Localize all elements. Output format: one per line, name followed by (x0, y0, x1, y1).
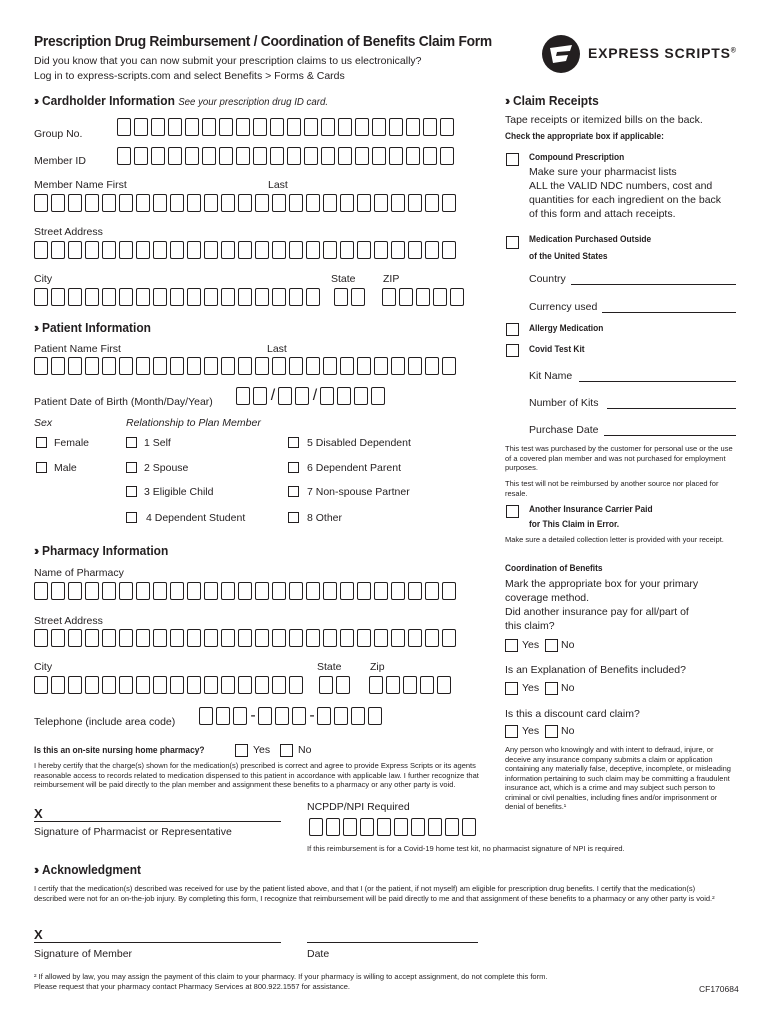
member-name-boxes[interactable] (34, 194, 459, 212)
covid-resale-note: This test will not be reimbursed by another source nor placed for resale. (505, 479, 719, 498)
pharmacist-sign-x: X (34, 806, 43, 821)
nursing-question: Is this an on-site nursing home pharmacy? (34, 745, 205, 756)
compound-line-2: ALL the VALID NDC numbers, cost and (529, 180, 713, 192)
num-kits-label: Number of Kits (529, 397, 599, 409)
nursing-yes-label: Yes (253, 744, 271, 756)
patient-first-label: Patient Name First (34, 343, 121, 355)
rel-partner-label: 7 Non-spouse Partner (307, 486, 410, 498)
cob-instruction-2: coverage method. (505, 592, 590, 604)
outside-us-label-2: of the United States (529, 251, 608, 262)
cob-q1-yes-label: Yes (522, 639, 540, 651)
patient-name-boxes[interactable] (34, 357, 459, 375)
allergy-label: Allergy Medication (529, 323, 604, 334)
cob-heading: Coordination of Benefits (505, 563, 603, 574)
allergy-checkbox[interactable] (506, 323, 519, 336)
collection-letter-note: Make sure a detailed collection letter is provided with your receipt. (505, 535, 724, 544)
assignment-footnote: ² If allowed by law, you may assign the payment of this claim to your pharmacy. If your pharmacy is willing to accept assignment, do not complete this form. (34, 972, 548, 981)
electronic-note: Did you know that you can now submit your prescription claims to us electronically? (34, 55, 422, 67)
pharmacist-signature-label: Signature of Pharmacist or Representative (34, 826, 232, 838)
patient-last-label: Last (267, 343, 287, 355)
express-scripts-logo (541, 34, 581, 77)
pharmacy-heading: ›› Pharmacy Information (34, 543, 169, 558)
pharmacy-city-boxes[interactable] (34, 676, 306, 694)
cob-q1-no-checkbox[interactable] (545, 639, 558, 652)
pharmacy-street-boxes[interactable] (34, 629, 459, 647)
purchase-date-label: Purchase Date (529, 424, 599, 436)
cob-q3-yes-checkbox[interactable] (505, 725, 518, 738)
pharmacist-signature-line[interactable] (34, 821, 281, 822)
female-label: Female (54, 437, 90, 449)
zip-boxes[interactable] (382, 288, 467, 306)
cob-q1-yes-checkbox[interactable] (505, 639, 518, 652)
rel-disabled-label: 5 Disabled Dependent (307, 437, 411, 449)
member-date-label: Date (307, 948, 330, 960)
rel-other-label: 8 Other (307, 512, 343, 524)
member-id-label: Member ID (34, 155, 86, 167)
member-name-last-label: Last (268, 179, 288, 191)
rel-self-label: 1 Self (144, 437, 171, 449)
member-date-line[interactable] (307, 942, 478, 943)
brand-name: EXPRESS SCRIPTS® (588, 45, 737, 61)
fraud-warning: Any person who knowingly and with intent to defraud, injure, or deceive any insurance company submits a claim or application containing any materially false, deceptive, incomplete, or misleading information pertaining to such claim may be committing a fraudulent insurance act, which is a crime and may subject such person to criminal or civil penalties, including fines and/or imprisonment or denial of benefits.¹ (505, 745, 731, 811)
pharmacy-state-label: State (317, 661, 342, 673)
compound-line-1: Make sure your pharmacist lists (529, 166, 677, 178)
member-id-boxes[interactable] (117, 147, 457, 165)
outside-us-label-1: Medication Purchased Outside (529, 234, 652, 245)
member-name-first-label: Member Name First (34, 179, 127, 191)
nursing-yes-checkbox[interactable] (235, 744, 248, 757)
kit-name-line[interactable] (579, 381, 736, 382)
relationship-label: Relationship to Plan Member (126, 417, 261, 429)
country-line[interactable] (571, 284, 736, 285)
cob-q1-no-label: No (561, 639, 575, 651)
outside-us-checkbox[interactable] (506, 236, 519, 249)
city-boxes[interactable] (34, 288, 323, 306)
rel-other-checkbox[interactable] (288, 512, 299, 523)
covid-kit-label: Covid Test Kit (529, 344, 585, 355)
rel-disabled-checkbox[interactable] (288, 437, 299, 448)
nursing-no-label: No (298, 744, 312, 756)
state-label: State (331, 273, 356, 285)
member-signature-line[interactable] (34, 942, 281, 943)
logo-mark-icon (541, 34, 581, 74)
pharmacy-state-boxes[interactable] (319, 676, 353, 694)
rel-parent-checkbox[interactable] (288, 462, 299, 473)
patient-heading: ›› Patient Information (34, 320, 151, 335)
acknowledgment-text: I certify that the medication(s) described was received for use by the patient listed above, and that I (or the patient, if not myself) am eligible for prescription drug benefits. I certify that the medication(s) described were not for an on-the-job injury. By completing this form, I recognize that reimbursement will be paid directly to me and that assignment of these benefits to a pharmacy or any other party is void.² (34, 884, 715, 903)
pharmacy-name-boxes[interactable] (34, 582, 459, 600)
kit-name-label: Kit Name (529, 370, 573, 382)
rel-child-checkbox[interactable] (126, 486, 137, 497)
rel-spouse-checkbox[interactable] (126, 462, 137, 473)
dob-boxes[interactable]: / / (236, 387, 388, 405)
purchase-date-line[interactable] (604, 435, 736, 436)
pharmacist-certification: I hereby certify that the charge(s) shown for the medication(s) prescribed is correct and agree to provide Express Scripts or its agents reasonable access to records related to medication dispensed to this patient in accordance with applicable law. I further recognize that reimbursement will be paid directly to the plan member and assignment these benefits to a pharmacy or any other party is void. (34, 761, 479, 789)
currency-label: Currency used (529, 301, 598, 313)
pharmacy-name-label: Name of Pharmacy (34, 567, 124, 579)
tape-receipts-note: Tape receipts or itemized bills on the back. (505, 114, 703, 126)
cardholder-heading: ›› Cardholder Information See your prescription drug ID card. (34, 93, 329, 108)
check-box-instruction: Check the appropriate box if applicable: (505, 131, 664, 142)
pharmacy-services-footnote: Please request that your pharmacy contact Pharmacy Services at 800.922.1557 for assistance. (34, 982, 351, 991)
covid-purchase-note: This test was purchased by the customer for personal use or the use of a covered plan member and was not purchased for employment purposes. (505, 444, 733, 472)
num-kits-line[interactable] (607, 408, 736, 409)
rel-child-label: 3 Eligible Child (144, 486, 214, 498)
cob-q2-no-checkbox[interactable] (545, 682, 558, 695)
form-title: Prescription Drug Reimbursement / Coordination of Benefits Claim Form (34, 33, 492, 50)
compound-label: Compound Prescription (529, 152, 625, 163)
cob-q2-no-label: No (561, 682, 575, 694)
cob-q2-yes-label: Yes (522, 682, 540, 694)
claim-receipts-heading: ›› Claim Receipts (505, 93, 599, 108)
npi-boxes[interactable] (309, 818, 479, 836)
compound-line-4: of this form and attach receipts. (529, 208, 676, 220)
rel-parent-label: 6 Dependent Parent (307, 462, 401, 474)
city-label: City (34, 273, 53, 285)
npi-label: NCPDP/NPI Required (307, 801, 410, 813)
male-label: Male (54, 462, 77, 474)
carrier-error-checkbox[interactable] (506, 505, 519, 518)
form-code: CF170684 (699, 984, 739, 994)
rel-student-label: 4 Dependent Student (146, 512, 246, 524)
cob-q3-no-label: No (561, 725, 575, 737)
country-label: Country (529, 273, 566, 285)
cob-instruction-1: Mark the appropriate box for your primary (505, 578, 699, 590)
cob-q3: Is this a discount card claim? (505, 708, 640, 720)
female-checkbox[interactable] (36, 437, 47, 448)
rel-partner-checkbox[interactable] (288, 486, 299, 497)
street-label: Street Address (34, 226, 103, 238)
cob-q3-no-checkbox[interactable] (545, 725, 558, 738)
nursing-no-checkbox[interactable] (280, 744, 293, 757)
pharmacy-zip-boxes[interactable] (369, 676, 454, 694)
carrier-error-label-1: Another Insurance Carrier Paid (529, 504, 653, 515)
compound-checkbox[interactable] (506, 153, 519, 166)
acknowledgment-heading: ›› Acknowledgment (34, 862, 141, 877)
currency-line[interactable] (602, 312, 736, 313)
covid-pharmacist-note: If this reimbursement is for a Covid-19 home test kit, no pharmacist signature of NPI is required. (307, 844, 625, 853)
rel-spouse-label: 2 Spouse (144, 462, 189, 474)
cob-q1-line-1: Did another insurance pay for all/part of (505, 606, 689, 618)
pharmacy-street-label: Street Address (34, 615, 103, 627)
carrier-error-label-2: for This Claim in Error. (529, 519, 620, 530)
pharmacy-city-label: City (34, 661, 53, 673)
group-no-boxes[interactable] (117, 118, 457, 136)
cob-q2-yes-checkbox[interactable] (505, 682, 518, 695)
cob-q1-line-2: this claim? (505, 620, 555, 632)
login-note: Log in to express-scripts.com and select Benefits > Forms & Cards (34, 70, 345, 82)
compound-line-3: quantities for each ingredient on the back (529, 194, 722, 206)
group-no-label: Group No. (34, 128, 83, 140)
pharmacy-zip-label: Zip (370, 661, 385, 673)
zip-label: ZIP (383, 273, 400, 285)
covid-kit-checkbox[interactable] (506, 344, 519, 357)
cob-q2: Is an Explanation of Benefits included? (505, 664, 686, 676)
street-boxes[interactable] (34, 241, 459, 259)
state-boxes[interactable] (334, 288, 368, 306)
sex-label: Sex (34, 417, 53, 429)
cob-q3-yes-label: Yes (522, 725, 540, 737)
male-checkbox[interactable] (36, 462, 47, 473)
dob-label: Patient Date of Birth (Month/Day/Year) (34, 396, 213, 408)
member-sign-x: X (34, 927, 43, 942)
member-signature-label: Signature of Member (34, 948, 133, 960)
telephone-label: Telephone (include area code) (34, 716, 176, 728)
rel-self-checkbox[interactable] (126, 437, 137, 448)
telephone-boxes[interactable]: - - (199, 707, 385, 725)
rel-student-checkbox[interactable] (126, 512, 137, 523)
